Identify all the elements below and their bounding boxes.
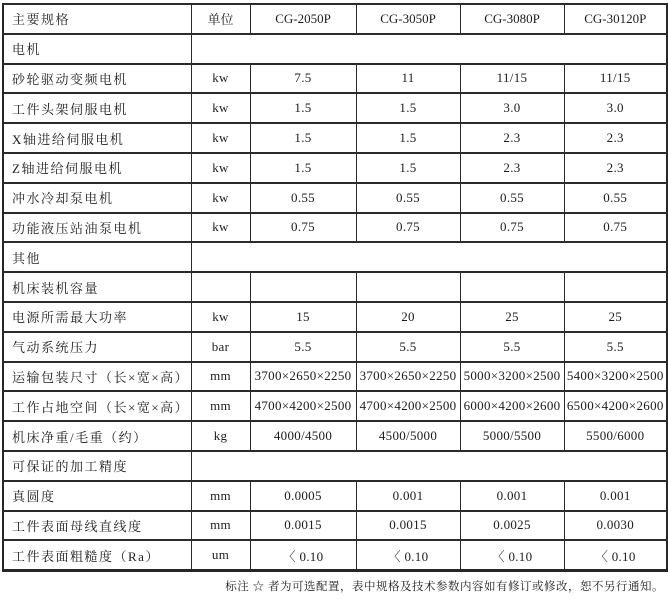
value-cell: 5000×3200×2500 — [460, 362, 564, 392]
row-label: 工件表面母线直线度 — [3, 511, 191, 541]
value-cell: 5400×3200×2500 — [564, 362, 667, 392]
value-cell: 1.5 — [250, 153, 356, 183]
value-cell: 0.0005 — [250, 481, 356, 511]
section-row — [3, 242, 667, 272]
unit-cell: kw — [191, 153, 250, 183]
value-cell: 7.5 — [250, 64, 356, 94]
value-cell: 0.001 — [460, 481, 564, 511]
value-cell: 11 — [356, 64, 460, 94]
row-label: 工件头架伺服电机 — [3, 93, 191, 123]
table-row — [3, 123, 667, 153]
unit-cell: kw — [191, 93, 250, 123]
value-cell — [250, 272, 356, 302]
unit-cell: kw — [191, 302, 250, 332]
table-row — [3, 272, 667, 302]
table-row — [3, 153, 667, 183]
column-header-0: 主要规格 — [3, 4, 191, 34]
value-cell: 2.3 — [564, 153, 667, 183]
value-cell: 5500/6000 — [564, 421, 667, 451]
table-row — [3, 421, 667, 451]
table-row — [3, 362, 667, 392]
value-cell: 5.5 — [564, 332, 667, 362]
value-cell: 2.3 — [460, 123, 564, 153]
table-row — [3, 511, 667, 541]
value-cell: 6000×4200×2600 — [460, 391, 564, 421]
value-cell: 2.3 — [460, 153, 564, 183]
section-row — [3, 451, 667, 481]
table-row — [3, 302, 667, 332]
footer-note: 标注 ☆ 者为可选配置，表中规格及技术参数内容如有修订或修改，恕不另行通知。 — [225, 581, 664, 593]
unit-cell: mm — [191, 362, 250, 392]
row-label: 砂轮驱动变频电机 — [3, 64, 191, 94]
machine-spec-table — [2, 3, 668, 572]
value-cell: 11/15 — [564, 64, 667, 94]
unit-cell: kg — [191, 421, 250, 451]
unit-cell: um — [191, 540, 250, 570]
unit-cell: kw — [191, 213, 250, 243]
table-row — [3, 93, 667, 123]
row-label: 机床装机容量 — [3, 272, 191, 302]
value-cell — [460, 272, 564, 302]
value-cell — [564, 272, 667, 302]
value-cell: 11/15 — [460, 64, 564, 94]
value-cell: 〈 0.10 — [250, 540, 356, 570]
row-label: 运输包装尺寸（长×宽×高） — [3, 362, 191, 392]
value-cell: 1.5 — [250, 93, 356, 123]
row-label: 电机 — [3, 34, 191, 64]
unit-cell: kw — [191, 123, 250, 153]
unit-cell: mm — [191, 481, 250, 511]
value-cell: 0.75 — [250, 213, 356, 243]
row-label: 气动系统压力 — [3, 332, 191, 362]
value-cell: 0.0025 — [460, 511, 564, 541]
value-cell: 15 — [250, 302, 356, 332]
section-span-cell — [191, 242, 667, 272]
value-cell: 5.5 — [250, 332, 356, 362]
value-cell: 3700×2650×2250 — [356, 362, 460, 392]
value-cell: 0.55 — [460, 183, 564, 213]
table-row — [3, 183, 667, 213]
value-cell: 20 — [356, 302, 460, 332]
value-cell: 〈 0.10 — [356, 540, 460, 570]
column-header-5: CG-30120P — [564, 4, 667, 34]
table-row — [3, 481, 667, 511]
column-header-2: CG-2050P — [250, 4, 356, 34]
value-cell: 0.0030 — [564, 511, 667, 541]
table-row — [3, 540, 667, 570]
value-cell: 0.75 — [564, 213, 667, 243]
value-cell: 5.5 — [460, 332, 564, 362]
row-label: Z轴进给伺服电机 — [3, 153, 191, 183]
value-cell: 〈 0.10 — [460, 540, 564, 570]
table-row — [3, 213, 667, 243]
value-cell: 4700×4200×2500 — [356, 391, 460, 421]
row-label: 功能液压站油泵电机 — [3, 213, 191, 243]
value-cell: 25 — [460, 302, 564, 332]
value-cell: 25 — [564, 302, 667, 332]
value-cell: 1.5 — [356, 123, 460, 153]
value-cell: 0.001 — [356, 481, 460, 511]
value-cell: 2.3 — [564, 123, 667, 153]
value-cell: 6500×4200×2600 — [564, 391, 667, 421]
row-label: 工件表面粗糙度（Ra） — [3, 540, 191, 570]
value-cell: 0.55 — [250, 183, 356, 213]
section-span-cell — [191, 451, 667, 481]
value-cell: 4500/5000 — [356, 421, 460, 451]
value-cell: 1.5 — [356, 153, 460, 183]
unit-cell: bar — [191, 332, 250, 362]
value-cell: 1.5 — [250, 123, 356, 153]
row-label: 机床净重/毛重（约） — [3, 421, 191, 451]
value-cell: 0.0015 — [250, 511, 356, 541]
row-label: 可保证的加工精度 — [3, 451, 191, 481]
row-label: 真圆度 — [3, 481, 191, 511]
unit-cell: kw — [191, 183, 250, 213]
section-row — [3, 34, 667, 64]
table-row — [3, 391, 667, 421]
row-label: X轴进给伺服电机 — [3, 123, 191, 153]
column-header-4: CG-3080P — [460, 4, 564, 34]
column-header-1: 单位 — [191, 4, 250, 34]
value-cell: 3700×2650×2250 — [250, 362, 356, 392]
table-row — [3, 64, 667, 94]
value-cell: 4700×4200×2500 — [250, 391, 356, 421]
row-label: 其他 — [3, 242, 191, 272]
unit-cell: mm — [191, 391, 250, 421]
row-label: 工作占地空间（长×宽×高） — [3, 391, 191, 421]
row-label: 冲水冷却泵电机 — [3, 183, 191, 213]
value-cell: 0.55 — [356, 183, 460, 213]
section-span-cell — [191, 34, 667, 64]
table-header-row — [3, 4, 667, 34]
value-cell: 5.5 — [356, 332, 460, 362]
table-row — [3, 332, 667, 362]
value-cell: 0.75 — [356, 213, 460, 243]
row-label: 电源所需最大功率 — [3, 302, 191, 332]
column-header-3: CG-3050P — [356, 4, 460, 34]
value-cell: 5000/5500 — [460, 421, 564, 451]
value-cell: 4000/4500 — [250, 421, 356, 451]
value-cell: 3.0 — [460, 93, 564, 123]
value-cell: 0.0015 — [356, 511, 460, 541]
value-cell — [356, 272, 460, 302]
value-cell: 0.55 — [564, 183, 667, 213]
value-cell: 3.0 — [564, 93, 667, 123]
value-cell: 0.75 — [460, 213, 564, 243]
unit-cell — [191, 272, 250, 302]
unit-cell: mm — [191, 511, 250, 541]
unit-cell: kw — [191, 64, 250, 94]
value-cell: 〈 0.10 — [564, 540, 667, 570]
value-cell: 0.001 — [564, 481, 667, 511]
value-cell: 1.5 — [356, 93, 460, 123]
